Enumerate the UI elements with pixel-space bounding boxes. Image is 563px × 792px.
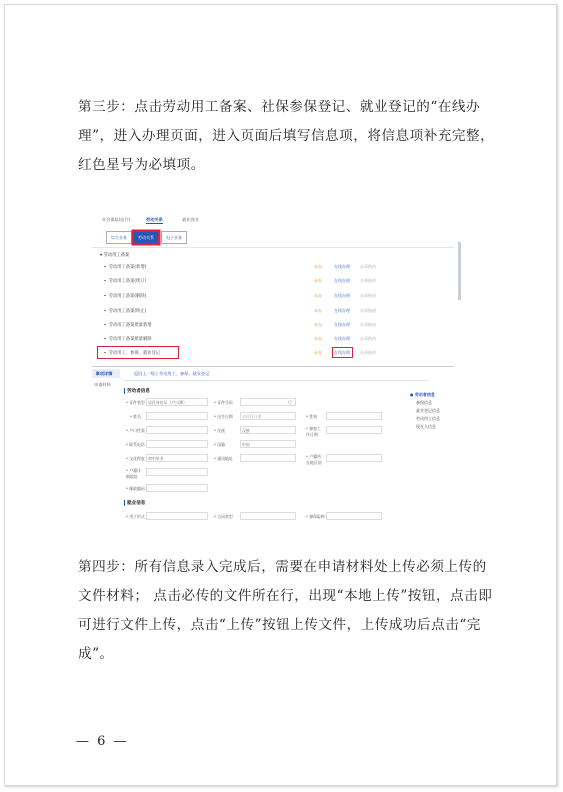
- hukou-address-input[interactable]: [146, 468, 208, 476]
- field-value: 居民身份证（户口簿）: [148, 400, 187, 405]
- chevron-down-icon: ▾: [100, 253, 104, 258]
- step4-paragraph: 第四步：所有信息录入完成后，需要在申请材料处上传必须上传的文件材料； 点击必传的文件所在行，出现“本地上传”按钮，点击即可进行文件上传，点击“上传”按钮上传文件，上传成功后点击“完成”。: [78, 559, 493, 662]
- field-label: * 参加工作日期: [306, 426, 321, 437]
- field-label: * 文化程度: [126, 456, 145, 461]
- tab-labor-relations[interactable]: 劳动关系: [133, 231, 159, 244]
- field-label: * 通讯地址: [214, 456, 233, 461]
- field-label: * 用工形式: [126, 514, 145, 519]
- top-nav: [102, 217, 262, 225]
- insurance-type-select[interactable]: [326, 512, 382, 520]
- page-number: — 6 —: [76, 734, 129, 749]
- field-placeholder: 请选择日期: [242, 414, 262, 419]
- field-label: * 证件类型: [126, 400, 145, 405]
- step3-paragraph: 第三步：点击劳动用工备案、社保参保登记、就业登记的“在线办理”，进入办理页面，进入页面后填写信息项，将信息项补充完整，红色星号为必填项。: [78, 99, 495, 173]
- top-nav-item[interactable]: 社会保险(医疗): [102, 217, 131, 222]
- material-label: 申请材料: [94, 382, 111, 387]
- field-label: * 出生日期: [214, 414, 233, 419]
- highlight-box: [97, 346, 179, 359]
- field-label: * 姓名: [130, 414, 141, 419]
- list-item[interactable]: 劳动用工备案(新增) 未办 在线办理 办事指南: [92, 264, 457, 270]
- hukou-region-select[interactable]: [326, 454, 382, 462]
- field-label: * 性别: [306, 414, 317, 419]
- field-value: 初中毕业: [148, 456, 164, 461]
- divider: [92, 247, 454, 248]
- work-start-date-input[interactable]: [326, 426, 382, 434]
- field-value: 汉族: [242, 428, 250, 433]
- tab-item-details[interactable]: 事项详情: [92, 369, 120, 378]
- list-item[interactable]: 劳动用工备案批量新增 未办 在线办理 办事指南: [92, 322, 457, 328]
- field-label: * 国籍: [214, 442, 225, 447]
- tab-electronic[interactable]: 电子业务: [161, 231, 187, 244]
- scrollbar[interactable]: [458, 242, 461, 300]
- right-nav-item-active[interactable]: ● 劳动者信息: [410, 392, 435, 397]
- breadcrumb[interactable]: 返回上一级 | 劳动用工、参保、就业登记: [134, 371, 210, 376]
- top-nav-item-active[interactable]: 劳动关系: [146, 217, 163, 222]
- field-label: * 合同类型: [214, 514, 233, 519]
- field-label: * 户籍所在地区划: [306, 454, 322, 465]
- field-label: * 邮政编码: [126, 486, 145, 491]
- right-nav-item[interactable]: 现在人信息: [416, 424, 436, 429]
- list-item[interactable]: 劳动用工备案(终止) 未办 在线办理 办事指南: [92, 308, 457, 314]
- postcode-input[interactable]: [146, 484, 208, 492]
- list-item[interactable]: 劳动用工备案(解除) 未办 在线办理 办事指南: [92, 293, 457, 299]
- gender-select[interactable]: [326, 412, 382, 420]
- list-item[interactable]: 劳动用工备案批量解除 未办 在线办理 办事指南: [92, 336, 457, 342]
- field-value: 中国: [242, 442, 250, 447]
- tab-general[interactable]: 综合业务: [106, 231, 132, 244]
- highlight-box: [332, 347, 353, 358]
- divider: [92, 366, 454, 367]
- address-input[interactable]: [240, 454, 296, 462]
- contract-type-select[interactable]: [240, 512, 296, 520]
- right-nav-item[interactable]: 劳动用工信息: [416, 416, 440, 421]
- section-title-employment-info: 就业信息: [124, 500, 145, 506]
- list-item[interactable]: 劳动用工备案(续订) 未办 在线办理 办事指南: [92, 278, 457, 284]
- divider: [124, 380, 429, 381]
- field-label: * 户口性质: [126, 428, 145, 433]
- field-label: * 证件号码: [214, 400, 233, 405]
- name-input[interactable]: [146, 412, 208, 420]
- embedded-screenshot: [92, 208, 467, 540]
- field-label: * 参保险种: [306, 514, 325, 519]
- field-label: * 联系电话: [126, 442, 145, 447]
- employment-form-select[interactable]: [146, 512, 208, 520]
- list-item-selected[interactable]: 劳动用工、参保、就业登记 未办 在线办理 办事指南: [92, 350, 457, 356]
- top-nav-item[interactable]: 就业创业: [182, 217, 199, 222]
- section-title-worker-info: 劳动者信息: [124, 388, 150, 394]
- right-nav-item[interactable]: 参保信息: [416, 400, 432, 405]
- group-title: ▾ 劳动用工备案: [100, 253, 130, 258]
- field-label: * 民族: [214, 428, 225, 433]
- search-icon: ○: [288, 399, 292, 404]
- phone-input[interactable]: [146, 440, 208, 448]
- right-nav-item[interactable]: 就业登记信息: [416, 408, 440, 413]
- hukou-type-select[interactable]: [146, 426, 208, 434]
- field-label: * 户籍详细地址: [126, 468, 141, 479]
